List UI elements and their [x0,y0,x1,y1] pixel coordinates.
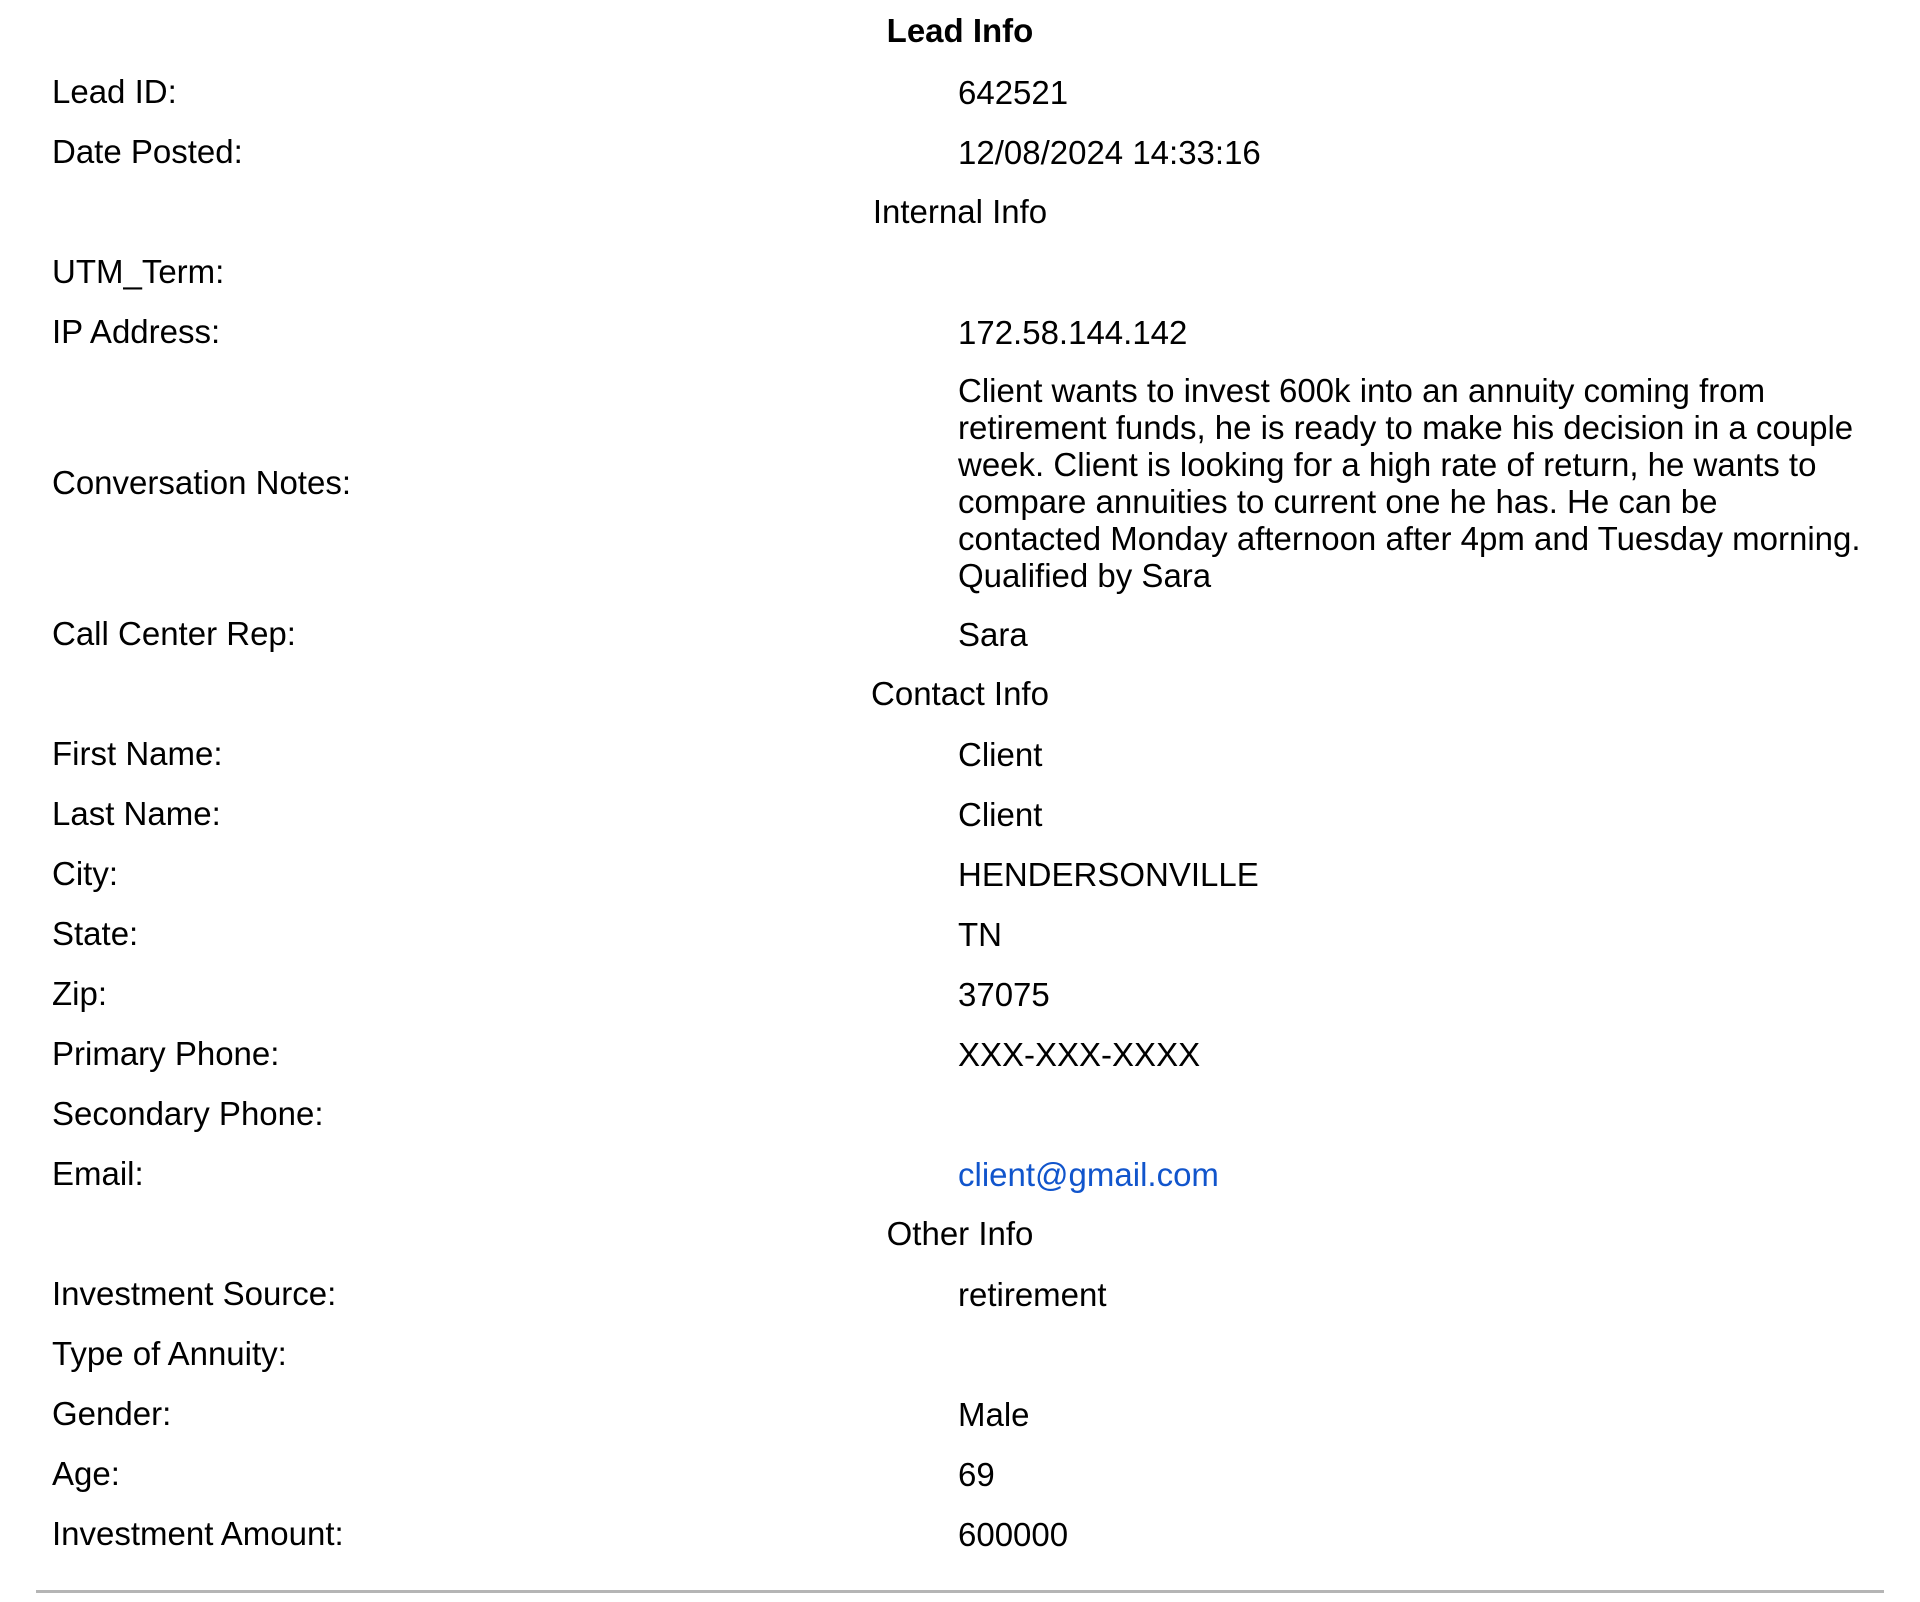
gender-value: Male [958,1395,1030,1433]
row-email [36,1144,1884,1204]
state-label: State: [52,915,139,952]
ip-address-label: IP Address: [52,313,221,350]
row-primary-phone [36,1024,1884,1084]
date-posted-label: Date Posted: [52,133,243,170]
secondary-phone-label: Secondary Phone: [52,1095,324,1132]
row-first-name [36,724,1884,784]
first-name-label: First Name: [52,735,223,772]
last-name-value: Client [958,795,1043,833]
row-state [36,904,1884,964]
investment-source-label: Investment Source: [52,1275,337,1312]
investment-source-value: retirement [958,1275,1107,1313]
row-lead-id [36,62,1884,122]
other-info-header: Other Info [886,1215,1034,1252]
annuity-type-label: Type of Annuity: [52,1335,287,1372]
row-date-posted [36,122,1884,182]
age-value: 69 [958,1455,995,1493]
row-investment-source [36,1264,1884,1324]
internal-info-header: Internal Info [872,193,1048,230]
utm-term-label: UTM_Term: [52,253,225,290]
row-utm-term [36,242,1884,302]
call-center-rep-label: Call Center Rep: [52,615,296,652]
primary-phone-value: XXX-XXX-XXXX [958,1035,1201,1073]
page-title: Lead Info [886,12,1034,49]
investment-amount-label: Investment Amount: [52,1515,344,1552]
investment-amount-value: 600000 [958,1515,1069,1553]
email-link[interactable]: client@gmail.com [958,1155,1219,1193]
call-center-rep-value: Sara [958,615,1028,653]
contact-info-header: Contact Info [871,675,1049,712]
row-conversation-notes [36,362,1884,604]
first-name-value: Client [958,735,1043,773]
row-age [36,1444,1884,1504]
row-city [36,844,1884,904]
email-value-cell [958,1156,1884,1193]
row-call-center-rep [36,604,1884,664]
row-last-name [36,784,1884,844]
city-label: City: [52,855,118,892]
conversation-notes-value: Client wants to invest 600k into an annuity coming from retirement funds, he is ready to make his decision in a couple week. Client is looking for a high rate of return, he wants to compare annuities to current one he has. He can be contacted Monday afternoon after 4pm and Tuesday morning. Qualified by Sara [958,372,1861,594]
primary-phone-label: Primary Phone: [52,1035,280,1072]
conversation-notes-label: Conversation Notes: [52,464,351,501]
lead-info-sheet [36,0,1884,1564]
zip-label: Zip: [52,975,108,1012]
city-value: HENDERSONVILLE [958,855,1259,893]
state-value: TN [958,915,1002,953]
date-posted-value: 12/08/2024 14:33:16 [958,133,1261,171]
zip-value: 37075 [958,975,1050,1013]
lead-id-label: Lead ID: [52,73,177,110]
row-annuity-type [36,1324,1884,1384]
row-gender [36,1384,1884,1444]
row-investment-amount [36,1504,1884,1564]
age-label: Age: [52,1455,120,1492]
email-label: Email: [52,1155,144,1192]
row-zip [36,964,1884,1024]
lead-id-value: 642521 [958,73,1069,111]
ip-address-value: 172.58.144.142 [958,313,1188,351]
gender-label: Gender: [52,1395,172,1432]
row-secondary-phone [36,1084,1884,1144]
row-ip-address [36,302,1884,362]
bottom-divider [36,1590,1884,1593]
last-name-label: Last Name: [52,795,221,832]
